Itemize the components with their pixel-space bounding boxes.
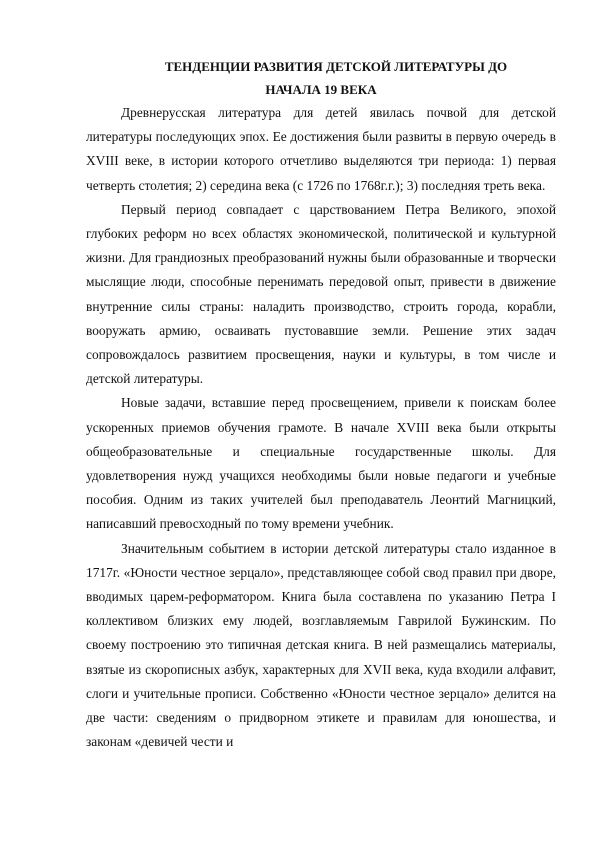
- paragraph-2: Первый период совпадает с царствованием Петра Великого, эпохой глубоких реформ но всех областях экономической, политической и культурной жизни. Для грандиозных преобразований нужны были образованные и творчески мыслящие люди, способные перенимать передовой опыт, привести в движение внутренние силы страны: наладить производство, строить города, корабли, вооружать армию, осваивать пустовавшие земли. Решение этих задач сопровождалось развитием просвещения, науки и культуры, в том числе и детской литературы.: [86, 201, 556, 387]
- title-line-1: ТЕНДЕНЦИИ РАЗВИТИЯ ДЕТСКОЙ ЛИТЕРАТУРЫ ДО: [164, 59, 508, 74]
- document-title: [86, 55, 556, 101]
- document-body: [86, 101, 556, 754]
- paragraph-4: Значительным событием в истории детской литературы стало изданное в 1717г. «Юности честное зерцало», представляющее собой свод правил при дворе, вводимых царем-реформатором. Книга была составлена по указанию Петра I коллективом близких ему людей, возглавляемым Гаврилой Бужинским. По своему построению это типичная детская книга. В ней размещались материалы, взятые из скорописных азбук, характерных для XVII века, куда входили алфавит, слоги и учительные прописи. Собственно «Юности честное зерцало» делится на две части: сведениям о придворном этикете и правилам для юношества, и законам «девичей чести и: [86, 540, 556, 750]
- title-line-2: НАЧАЛА 19 ВЕКА: [265, 82, 377, 97]
- paragraph-3: Новые задачи, вставшие перед просвещением, привели к поискам более ускоренных приемов обучения грамоте. В начале XVIII века были открыты общеобразовательные и специальные государственные школы. Для удовлетворения нужд учащихся необходимы были новые педагоги и учебные пособия. Одним из таких учителей был преподаватель Леонтий Магницкий, написавший превосходный по тому времени учебник.: [86, 395, 556, 532]
- paragraph-1: Древнерусская литература для детей явилась почвой для детской литературы последующих эпох. Ее достижения были развиты в первую очередь в XVIII веке, в истории которого отчетливо выделяются три периода: 1) первая четверть столетия; 2) середина века (с 1726 по 1768г.г.); 3) последняя треть века.: [86, 105, 556, 193]
